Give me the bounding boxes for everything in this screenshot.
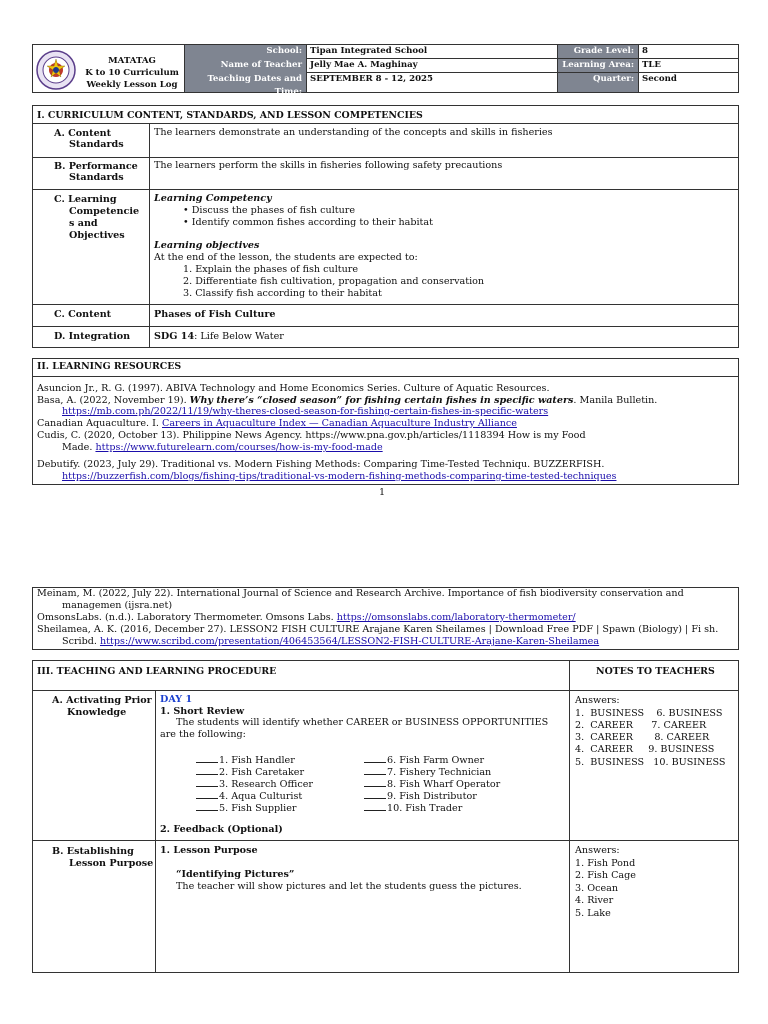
reference: Basa, A. (2022, November 19). Why there’s “closed season” for fishing certain fishes in specific waters. Manila Bulletin. [37,395,658,406]
reference: Scribd. https://www.scribd.com/presentation/406453564/LESSON2-FISH-CULTURE-Arajane-Karen-Sheilamea [62,636,600,647]
review-item: 10. Fish Trader [364,801,462,815]
review-item: 3. Research Officer [196,777,313,791]
objective-item: 3. Classify fish according to their habitat [183,288,382,299]
reference-link[interactable]: https://www.futurelearn.com/courses/how-is-my-food-made [95,442,383,453]
review-text: are the following: [160,729,246,740]
answer-row: 3. CAREER 8. CAREER [575,732,710,743]
content-standards-label: A. Content Standards [54,128,124,150]
reference: Made. https://www.futurelearn.com/courses/how-is-my-food-made [62,442,383,453]
reference: Debutify. (2023, July 29). Traditional vs. Modern Fishing Methods: Comparing Time-Tested Techniqu. BUZZERFISH. [37,459,605,470]
day-label: DAY 1 [160,694,193,705]
purpose-title: 1. Lesson Purpose [160,845,258,856]
review-item: 6. Fish Farm Owner [364,753,484,767]
quarter-label: Quarter: [558,73,638,92]
section3-title: III. TEACHING AND LEARNING PROCEDURE [37,666,277,677]
school-value: Tipan Integrated School [310,46,428,56]
review-item: 8. Fish Wharf Operator [364,777,500,791]
review-item: 4. Aqua Culturist [196,789,302,803]
reference: Canadian Aquaculture. I. Careers in Aquaculture Index — Canadian Aquaculture Industry Alliance [37,418,517,429]
deped-seal-logo [36,50,76,90]
content-label: C. Content [54,309,112,320]
notes-title: NOTES TO TEACHERS [596,666,715,677]
reference: Cudis, C. (2020, October 13). Philippine News Agency. https://www.pna.gov.ph/articles/1118394 How is my Food [37,430,586,441]
competency-item: • Identify common fishes according to their habitat [183,217,433,228]
reference-link[interactable]: Careers in Aquaculture Index — Canadian Aquaculture Industry Alliance [162,418,517,429]
area-value: TLE [642,60,661,70]
review-text: The students will identify whether CAREER or BUSINESS OPPORTUNITIES [176,717,549,728]
area-label: Learning Area: [558,59,638,73]
establishing-label: B. Establishing Lesson Purpose [52,846,154,869]
objective-item: 1. Explain the phases of fish culture [183,264,359,275]
integration-text: SDG 14: Life Below Water [154,331,284,342]
activating-label: A. Activating Prior Knowledge [52,695,152,718]
grade-value: 8 [642,46,648,56]
section1-title: I. CURRICULUM CONTENT, STANDARDS, AND LESSON COMPETENCIES [37,110,423,121]
review-item: 5. Fish Supplier [196,801,297,815]
quarter-value: Second [642,74,677,84]
answer-row: 1. BUSINESS 6. BUSINESS [575,708,723,719]
answer-row: 2. CAREER 7. CAREER [575,720,707,731]
review-item: 2. Fish Caretaker [196,765,304,779]
answer-row: 1. Fish Pond [575,858,636,869]
answers-label: Answers: [575,695,620,706]
answers-label: Answers: [575,845,620,856]
org-title: MATATAG K to 10 Curriculum Weekly Lesson Log [85,56,179,90]
review-item: 7. Fishery Technician [364,765,491,779]
competency-heading: Learning Competency [154,193,272,204]
review-title: 1. Short Review [160,706,245,717]
school-label: School: [185,45,306,59]
reference-link[interactable]: https://mb.com.ph/2022/11/19/why-theres-closed-season-for-fishing-certain-fishes-in-specific-waters [62,406,549,417]
review-item: 1. Fish Handler [196,753,295,767]
activity-text: The teacher will show pictures and let the students guess the pictures. [176,881,522,892]
reference-link[interactable]: https://www.scribd.com/presentation/406453564/LESSON2-FISH-CULTURE-Arajane-Karen-Sheilamea [99,636,600,647]
reference: managemen (ijsra.net) [62,600,173,611]
performance-standards-label: B. Performance Standards [54,161,138,183]
answer-row: 4. CAREER 9. BUSINESS [575,744,715,755]
reference-link[interactable]: https://omsonslabs.com/laboratory-thermometer/ [336,612,576,623]
reference: Asuncion Jr., R. G. (1997). ABIVA Technology and Home Economics Series. Culture of Aquatic Resources. [37,383,550,394]
answer-row: 5. BUSINESS 10. BUSINESS [575,757,726,768]
integration-label: D. Integration [54,331,131,342]
content-text: Phases of Fish Culture [154,309,276,320]
grade-label: Grade Level: [558,45,638,59]
answer-row: 5. Lake [575,908,611,919]
performance-standards-text: The learners perform the skills in fisheries following safety precautions [154,160,503,171]
activity-title: “Identifying Pictures” [176,869,295,880]
competencies-label: C. Learning Competencie s and Objectives [54,194,140,241]
content-standards-text: The learners demonstrate an understanding of the concepts and skills in fisheries [154,127,553,138]
teacher-label: Name of Teacher [185,59,306,73]
objective-item: 2. Differentiate fish cultivation, propagation and conservation [183,276,485,287]
section2-title: II. LEARNING RESOURCES [37,361,182,372]
teacher-value: Jelly Mae A. Maghinay [310,60,418,70]
reference-link[interactable]: https://buzzerfish.com/blogs/fishing-tips/traditional-vs-modern-fishing-methods-comparing-time-tested-techniques [62,471,617,482]
page-number: 1 [379,487,386,498]
competency-item: • Discuss the phases of fish culture [183,205,356,216]
answer-row: 2. Fish Cage [575,870,636,881]
review-item: 9. Fish Distributor [364,789,477,803]
objectives-intro: At the end of the lesson, the students are expected to: [154,252,418,263]
reference: Sheilamea, A. K. (2016, December 27). LESSON2 FISH CULTURE Arajane Karen Sheilames | Download Free PDF | Spawn (Biology) | Fi sh. [37,624,719,635]
answer-row: 4. River [575,895,614,906]
dates-value: SEPTEMBER 8 - 12, 2025 [310,74,434,84]
dates-label: Teaching Dates and Time: [185,73,306,92]
objectives-heading: Learning objectives [154,240,260,251]
reference: OmsonsLabs. (n.d.). Laboratory Thermometer. Omsons Labs. https://omsonslabs.com/laboratory-thermometer/ [37,612,576,623]
reference: Meinam, M. (2022, July 22). International Journal of Science and Research Archive. Importance of fish biodiversity conservation and [37,588,684,599]
feedback-title: 2. Feedback (Optional) [160,824,283,835]
answer-row: 3. Ocean [575,883,619,894]
